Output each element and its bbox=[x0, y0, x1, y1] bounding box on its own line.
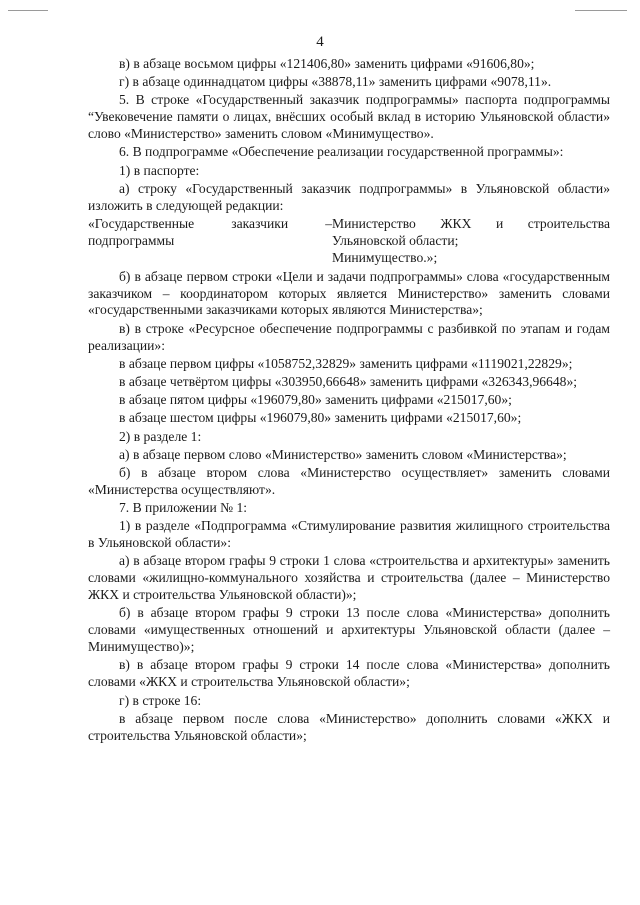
paragraph: 1) в разделе «Подпрограмма «Стимулирование развития жилищного строительства в Ульяновской области»: bbox=[88, 518, 610, 551]
page-number: 4 bbox=[316, 34, 324, 50]
scan-edge-mark bbox=[575, 10, 627, 11]
paragraph: б) в абзаце первом строки «Цели и задачи подпрограммы» слова «государственным заказчиком – координатором которых является Министерство» заменить словами «государственными заказчиками которых являются Министерства»; bbox=[88, 268, 610, 318]
paragraph: 7. В приложении № 1: bbox=[119, 500, 248, 516]
paragraph: а) строку «Государственный заказчик подпрограммы» в Ульяновской области» изложить в следующей редакции: bbox=[88, 180, 610, 213]
paragraph: а) в абзаце первом слово «Министерство» заменить словом «Министерства»; bbox=[119, 446, 567, 462]
paragraph: 1) в паспорте: bbox=[119, 162, 200, 178]
paragraph: в абзаце пятом цифры «196079,80» заменить цифрами «215017,60»; bbox=[119, 392, 512, 408]
passport-table-row bbox=[88, 216, 610, 267]
paragraph: в) в абзаце втором графы 9 строки 14 после слова «Министерства» дополнить словами «ЖКХ и строительства Ульяновской области»; bbox=[88, 657, 610, 690]
paragraph: 2) в разделе 1: bbox=[119, 428, 202, 444]
table-row-label-line: подпрограммы bbox=[88, 232, 175, 248]
table-row-value-line: Министерство ЖКХ и строительства bbox=[332, 215, 610, 231]
paragraph: б) в абзаце втором слова «Министерство осуществляет» заменить словами «Министерства осуществляют». bbox=[88, 465, 610, 497]
paragraph: в абзаце первом после слова «Министерство» дополнить словами «ЖКХ и строительства Ульяновской области»; bbox=[88, 710, 610, 743]
scan-edge-mark bbox=[8, 10, 48, 11]
paragraph: а) в абзаце втором графы 9 строки 1 слова «строительства и архитектуры» заменить словами «жилищно-коммунального хозяйства и строительства (далее – Министерство ЖКХ и строительства Ульяновской области)»; bbox=[88, 553, 610, 603]
paragraph: 6. В подпрограмме «Обеспечение реализации государственной программы»: bbox=[119, 144, 564, 160]
paragraph: в абзаце четвёртом цифры «303950,66648» заменить цифрами «326343,96648»; bbox=[119, 373, 578, 389]
table-row-value bbox=[332, 216, 610, 267]
paragraph: в абзаце шестом цифры «196079,80» заменить цифрами «215017,60»; bbox=[119, 410, 522, 426]
table-row-label bbox=[88, 216, 332, 267]
paragraph: б) в абзаце втором графы 9 строки 13 после слова «Министерства» дополнить словами «имущественных отношений и архитектуры Ульяновской области (далее – Минимущество)»; bbox=[88, 605, 610, 655]
table-row-value-line: Минимущество.»; bbox=[332, 249, 438, 265]
paragraph: г) в абзаце одиннадцатом цифры «38878,11» заменить цифрами «9078,11». bbox=[119, 74, 552, 90]
paragraph: 5. В строке «Государственный заказчик подпрограммы» паспорта подпрограммы “Увековечение памяти о лицах, внёсших особый вклад в историю Ульяновской области» слово «Министерство» заменить словом «Минимущество». bbox=[88, 92, 610, 142]
paragraph: в) в строке «Ресурсное обеспечение подпрограммы с разбивкой по этапам и годам реализации»: bbox=[88, 320, 610, 353]
paragraph: г) в строке 16: bbox=[119, 692, 202, 708]
paragraph: в) в абзаце восьмом цифры «121406,80» заменить цифрами «91606,80»; bbox=[119, 56, 535, 71]
table-row-label-line: «Государственные заказчики – bbox=[88, 215, 332, 231]
paragraph: в абзаце первом цифры «1058752,32829» заменить цифрами «1119021,22829»; bbox=[119, 355, 573, 371]
document-body bbox=[88, 56, 610, 746]
table-row-value-line: Ульяновской области; bbox=[332, 232, 459, 248]
